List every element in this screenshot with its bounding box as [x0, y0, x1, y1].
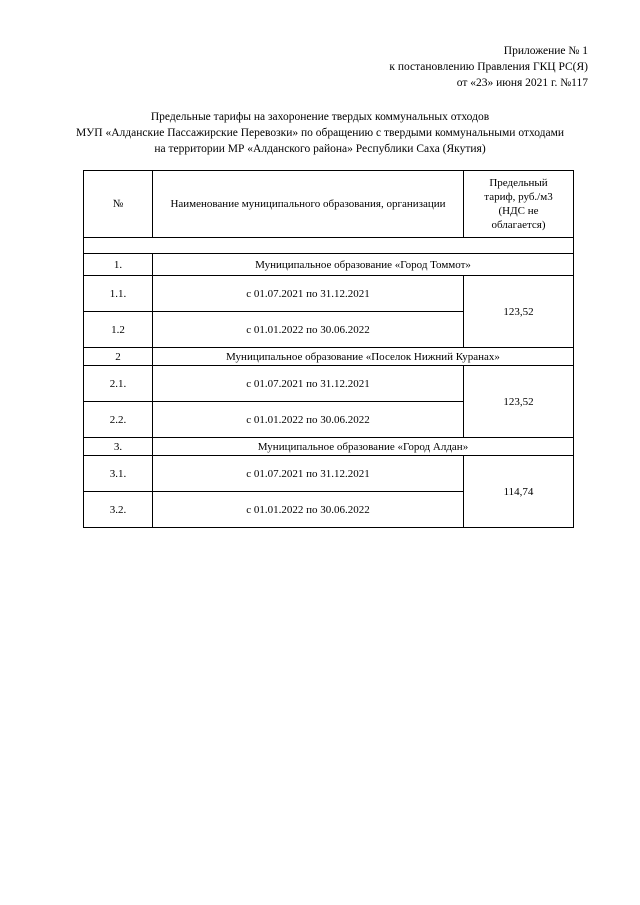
- header-tariff: [464, 171, 574, 238]
- table-row: [84, 366, 574, 402]
- table-row: [84, 456, 574, 492]
- group-num: 2: [84, 348, 153, 366]
- title-line-1: Предельные тарифы на захоронение твердых коммунальных отходов: [150, 111, 490, 123]
- header-tariff-line: (НДС не: [498, 205, 539, 217]
- row-num: 3.1.: [84, 456, 153, 492]
- row-period: с 01.07.2021 по 31.12.2021: [153, 456, 464, 492]
- appendix-header: [389, 43, 588, 91]
- header-tariff-line: облагается): [491, 219, 546, 231]
- row-num: 2.1.: [84, 366, 153, 402]
- row-period: с 01.07.2021 по 31.12.2021: [153, 366, 464, 402]
- group-name: Муниципальное образование «Поселок Нижний Куранах»: [153, 348, 574, 366]
- title-line-3: на территории МР «Алданского района» Республики Саха (Якутия): [154, 143, 486, 155]
- empty-cell: [84, 238, 574, 254]
- group-name: Муниципальное образование «Город Томмот»: [153, 254, 574, 276]
- row-period: с 01.07.2021 по 31.12.2021: [153, 276, 464, 312]
- header-num: №: [84, 171, 153, 238]
- tariff-value: 114,74: [464, 456, 574, 528]
- header-tariff-line: Предельный: [489, 177, 548, 189]
- row-num: 1.1.: [84, 276, 153, 312]
- header-tariff-line: тариф, руб./м3: [484, 191, 553, 203]
- group-num: 1.: [84, 254, 153, 276]
- group-row: [84, 348, 574, 366]
- row-period: с 01.01.2022 по 30.06.2022: [153, 492, 464, 528]
- table-row: [84, 276, 574, 312]
- group-name: Муниципальное образование «Город Алдан»: [153, 438, 574, 456]
- document-title: [0, 109, 640, 157]
- appendix-date: от «23» июня 2021 г. №117: [456, 77, 588, 89]
- title-line-2: МУП «Алданские Пассажирские Перевозки» по обращению с твердыми коммунальными отходами: [75, 127, 565, 139]
- row-num: 1.2: [84, 312, 153, 348]
- group-row: [84, 438, 574, 456]
- tariff-value: 123,52: [464, 276, 574, 348]
- empty-row: [84, 238, 574, 254]
- group-num: 3.: [84, 438, 153, 456]
- row-num: 2.2.: [84, 402, 153, 438]
- appendix-resolution: к постановлению Правления ГКЦ РС(Я): [389, 61, 588, 73]
- table-header-row: [84, 171, 574, 238]
- row-num: 3.2.: [84, 492, 153, 528]
- group-row: [84, 254, 574, 276]
- tariff-value: 123,52: [464, 366, 574, 438]
- row-period: с 01.01.2022 по 30.06.2022: [153, 402, 464, 438]
- header-name: Наименование муниципального образования, организации: [153, 171, 464, 238]
- tariff-table: [83, 170, 574, 528]
- row-period: с 01.01.2022 по 30.06.2022: [153, 312, 464, 348]
- appendix-number: Приложение № 1: [503, 45, 588, 57]
